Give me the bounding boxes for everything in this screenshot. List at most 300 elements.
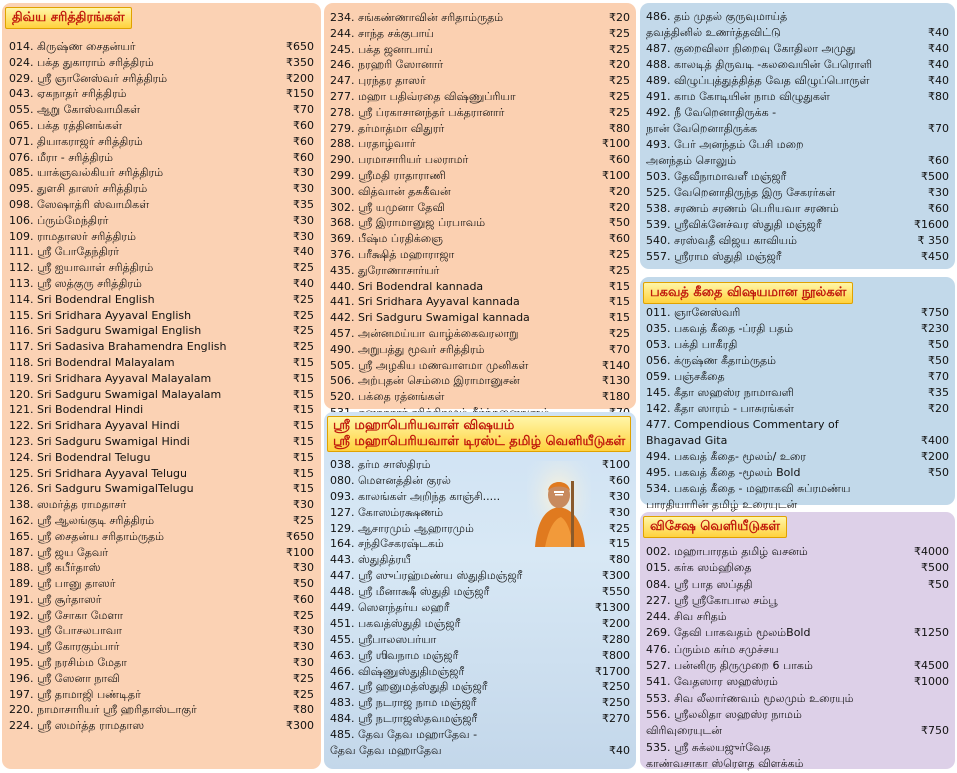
book-row: [330, 310, 630, 326]
book-price: ₹80: [609, 121, 630, 135]
book-row: [646, 465, 949, 481]
book-price: ₹200: [602, 616, 630, 630]
book-title: 162. ஸ்ரீ ஆலங்குடி சரித்திரம்: [9, 513, 155, 527]
book-title: விரிவுரையுடன்: [646, 724, 722, 738]
book-row: [9, 718, 314, 734]
book-price: ₹750: [921, 306, 949, 319]
book-price: ₹70: [609, 342, 630, 356]
book-row: [9, 102, 314, 118]
book-price: ₹500: [921, 170, 949, 183]
book-price: ₹30: [609, 505, 630, 519]
book-title: 122. Sri Sridhara Ayyaval Hindi: [9, 419, 180, 433]
book-title: 534. பகவத் கீதை - மஹாகவி சுப்ரமண்ய: [646, 482, 851, 495]
book-price: ₹130: [602, 374, 630, 388]
book-price: ₹100: [286, 545, 314, 559]
book-title: 111. ஸ்ரீ போதேந்திரர்: [9, 245, 120, 259]
book-row: [9, 197, 314, 213]
book-title: 188. ஸ்ரீ கபீர்தாஸ்: [9, 561, 101, 575]
book-title: 442. Sri Sadguru Swamigal kannada: [330, 311, 530, 325]
book-price: ₹70: [928, 370, 949, 383]
book-row: [646, 593, 949, 609]
book-price: ₹25: [609, 521, 630, 535]
book-title: 187. ஸ்ரீ ஜய தேவர்: [9, 545, 109, 559]
book-title: 299. ஸ்ரீமதி ராதாராணி: [330, 168, 446, 182]
book-row: [330, 727, 630, 743]
book-title: 463. ஸ்ரீ ஶிவநாம மஞ்ஜரீ: [330, 648, 459, 662]
book-row: [9, 529, 314, 545]
book-price: ₹20: [609, 11, 630, 24]
book-title: 492. நீ வேறெனாதிருக்க -: [646, 106, 777, 119]
book-price: ₹25: [293, 340, 314, 354]
book-title: 014. கிருஷ்ண சைதன்யர்: [9, 40, 136, 53]
book-row: [9, 687, 314, 703]
book-title: 279. தர்மாத்மா விதுரர்: [330, 121, 445, 135]
book-row: [646, 305, 949, 321]
book-price: ₹50: [293, 577, 314, 591]
book-row: [330, 10, 630, 26]
book-price: ₹250: [602, 680, 630, 694]
book-row: [330, 536, 630, 552]
book-price: ₹60: [293, 592, 314, 606]
book-title: 002. மஹாபாரதம் தமிழ் வசனம்: [646, 545, 808, 558]
book-row: [330, 568, 630, 584]
book-price: ₹15: [293, 371, 314, 385]
book-title: 505. ஸ்ரீ அழகிய மணவாளமா முனிகள்: [330, 358, 529, 372]
book-price: ₹15: [609, 295, 630, 309]
special-book-list: [646, 544, 949, 772]
book-row: [330, 89, 630, 105]
book-title: 164. சந்திசேகரஷ்டகம்: [330, 537, 444, 551]
book-title: 553. சிவ லீலார்ணவம் மூலமும் உரையும்: [646, 691, 854, 705]
book-row: [330, 373, 630, 389]
book-row: [646, 201, 949, 217]
book-price: ₹40: [609, 744, 630, 758]
book-title: 483. ஸ்ரீ நடராஜ நாம மஞ்ஜரீ: [330, 696, 477, 710]
book-row: [646, 674, 949, 690]
book-title: 278. ஸ்ரீ ப்ரகாசானந்தர் பக்தரானார்: [330, 105, 505, 119]
book-price: ₹30: [293, 182, 314, 196]
periyaval-continued-list: [646, 9, 949, 265]
book-title: 123. Sri Sadguru Swamigal Hindi: [9, 434, 190, 448]
book-row: [9, 513, 314, 529]
book-row: [646, 449, 949, 465]
book-price: ₹70: [928, 122, 949, 135]
book-row: [9, 355, 314, 371]
book-row: [646, 185, 949, 201]
book-price: ₹40: [928, 26, 949, 39]
book-title: 269. தேவி பாகவதம் மூலம்Bold: [646, 626, 811, 640]
book-row: [646, 577, 949, 593]
book-row: [9, 292, 314, 308]
book-title: 053. பக்தி பாகீரதி: [646, 338, 738, 351]
book-row: [9, 308, 314, 324]
book-title: 495. பகவத் கீதை -மூலம் Bold: [646, 466, 801, 479]
mahaperiyaval-panel: [324, 412, 636, 769]
book-row: [9, 655, 314, 671]
book-title: 071. தியாகராஜர் சரித்திரம்: [9, 134, 143, 148]
book-row: [646, 497, 949, 513]
book-price: ₹1700: [595, 664, 630, 678]
book-price: ₹35: [928, 386, 949, 399]
book-price: ₹25: [293, 513, 314, 527]
book-row: [330, 294, 630, 310]
book-row: [9, 150, 314, 166]
book-title: 485. தேவ தேவ மஹாதேவ -: [330, 728, 478, 742]
book-row: [646, 658, 949, 674]
book-row: [9, 497, 314, 513]
book-row: [646, 169, 949, 185]
book-row: [330, 664, 630, 680]
book-title: 142. கீதா ஸாரம் - பாசுரங்கள்: [646, 402, 794, 415]
book-price: ₹30: [293, 229, 314, 243]
book-row: [646, 756, 949, 772]
book-row: [646, 121, 949, 137]
book-row: [9, 181, 314, 197]
book-title: 490. அறுபத்து மூவர் சரித்திரம்: [330, 342, 485, 356]
book-title: 247. புரந்தர தாஸர்: [330, 74, 426, 88]
book-title: 506. அற்புதன் செம்மை இராமானுசன்: [330, 374, 520, 388]
book-row: [9, 118, 314, 134]
book-price: ₹ 350: [917, 234, 949, 247]
book-title: தவத்தினில் உணர்த்தவிட்டு: [646, 26, 781, 39]
book-title: 116. Sri Sadguru Swamigal English: [9, 324, 202, 338]
book-title: 435. துரோணாசார்யர்: [330, 263, 440, 277]
book-price: ₹25: [293, 671, 314, 685]
book-row: [646, 233, 949, 249]
book-row: [646, 57, 949, 73]
book-title: 195. ஸ்ரீ நரசிம்ம மேதா: [9, 656, 127, 670]
book-title: 127. கோஸம்ரக்ஷணம்: [330, 505, 444, 519]
book-price: ₹15: [293, 403, 314, 417]
book-title: 484. ஸ்ரீ நடராஜஸ்தவமஞ்ஜரீ: [330, 712, 478, 726]
book-title: 065. பக்த ரத்தினங்கள்: [9, 118, 122, 132]
book-price: ₹15: [609, 279, 630, 293]
book-title: 124. Sri Bodendral Telugu: [9, 450, 151, 464]
book-title: 556. ஸ்ரீலலிதா ஸஹஸ்ர நாமம்: [646, 707, 802, 721]
book-row: [646, 369, 949, 385]
gita-book-list: [646, 305, 949, 513]
book-title: தேவ தேவ மஹாதேவ: [330, 744, 442, 758]
book-row: [646, 321, 949, 337]
book-price: ₹25: [293, 261, 314, 275]
book-row: [330, 121, 630, 137]
book-title: 189. ஸ்ரீ பானு தாஸர்: [9, 577, 116, 591]
book-row: [330, 184, 630, 200]
book-price: ₹280: [602, 632, 630, 646]
book-price: ₹25: [293, 324, 314, 338]
book-row: [330, 389, 630, 405]
book-row: [9, 481, 314, 497]
book-price: ₹15: [609, 537, 630, 551]
book-row: [9, 371, 314, 387]
book-row: [646, 401, 949, 417]
book-price: ₹25: [609, 105, 630, 119]
book-title: 557. ஸ்ரீராம ஸ்துதி மஞ்ஜரீ: [646, 250, 782, 263]
book-row: [646, 544, 949, 560]
book-price: ₹80: [609, 553, 630, 567]
gita-section-title: பகவத் கீதை விஷயமான நூல்கள்: [643, 282, 853, 304]
book-price: ₹30: [293, 624, 314, 638]
book-row: [9, 450, 314, 466]
book-title: 440. Sri Bodendral kannada: [330, 279, 484, 293]
book-row: [330, 231, 630, 247]
book-title: 117. Sri Sadasiva Brahamendra English: [9, 340, 227, 354]
book-row: [9, 434, 314, 450]
book-title: 114. Sri Bodendral English: [9, 292, 155, 306]
book-title: 290. பரமாசாரியர் பலராமர்: [330, 153, 469, 167]
book-title: 126. Sri Sadguru SwamigalTelugu: [9, 482, 194, 496]
book-title: 145. கீதா ஸஹஸ்ர நாமாவளி: [646, 386, 794, 399]
book-title: 244. சாந்த சக்குபாய்: [330, 26, 434, 40]
book-price: ₹500: [921, 561, 949, 575]
book-row: [330, 552, 630, 568]
book-price: ₹200: [286, 71, 314, 85]
book-title: 138. ஸமர்த்த ராமதாசர்: [9, 498, 127, 512]
bhagavad-gita-panel: [640, 277, 955, 511]
book-price: ₹40: [293, 245, 314, 259]
book-title: 457. அன்னமய்யா வாழ்க்கைவரலாறு: [330, 326, 519, 340]
book-row: [9, 402, 314, 418]
book-title: 093. காலங்கள் அறிந்த காஞ்சி.....: [330, 489, 501, 503]
book-title: 234. சங்கண்ணாவின் சரிதாம்ருதம்: [330, 11, 504, 24]
book-price: ₹20: [928, 402, 949, 415]
book-price: ₹350: [286, 55, 314, 69]
book-title: 246. நரஹரி ஸோனார்: [330, 58, 444, 72]
book-price: ₹750: [921, 724, 949, 738]
book-title: 455. ஸ்ரீபாலஸபர்யா: [330, 632, 437, 646]
book-price: ₹25: [609, 263, 630, 277]
book-price: ₹50: [928, 338, 949, 351]
book-row: [330, 358, 630, 374]
book-title: 112. ஸ்ரீ ஐயாவாள் சரித்திரம்: [9, 261, 154, 275]
book-price: ₹15: [609, 311, 630, 325]
book-row: [646, 642, 949, 658]
book-title: 109. ராமதாஸர் சரித்திரம்: [9, 229, 136, 243]
book-title: 369. பீஷ்ம ப்ரதிக்ஞை: [330, 232, 443, 246]
book-title: 245. பக்த ஜனாபாய்: [330, 42, 433, 56]
book-price: ₹25: [609, 326, 630, 340]
book-price: ₹1000: [914, 675, 949, 689]
book-row: [330, 57, 630, 73]
book-price: ₹15: [293, 419, 314, 433]
book-row: [646, 337, 949, 353]
book-price: ₹60: [928, 154, 949, 167]
book-price: ₹650: [286, 40, 314, 53]
book-title: 288. பரதாழ்வார்: [330, 137, 416, 151]
book-title: 095. துளசி தாஸர் சரித்திரம்: [9, 182, 148, 196]
book-price: ₹150: [286, 87, 314, 101]
book-price: ₹1600: [914, 218, 949, 231]
book-title: 196. ஸ்ரீ ஸேனா நாவி: [9, 671, 120, 685]
book-row: [646, 691, 949, 707]
book-price: ₹25: [293, 608, 314, 622]
book-title: 538. சரணம் சரணம் பெரியவா சரணம்: [646, 202, 839, 215]
book-price: ₹450: [921, 250, 949, 263]
book-row: [646, 609, 949, 625]
book-price: ₹40: [928, 42, 949, 55]
book-title: 443. ஸ்துதித்ரயீ: [330, 553, 411, 567]
book-title: 119. Sri Sridhara Ayyaval Malayalam: [9, 371, 212, 385]
book-row: [9, 560, 314, 576]
book-row: [646, 9, 949, 25]
book-price: ₹200: [921, 450, 949, 463]
book-title: 539. ஸ்ரீவிக்னேச்வர ஸ்துதி மஞ்ஜரீ: [646, 218, 822, 231]
book-row: [9, 71, 314, 87]
book-row: [646, 417, 949, 433]
book-title: 491. காம கோடியின் நாம விழுதுகள்: [646, 90, 830, 103]
book-row: [9, 39, 314, 55]
book-row: [9, 276, 314, 292]
book-price: ₹250: [602, 696, 630, 710]
special-publications-panel: [640, 512, 955, 769]
book-title: 059. பஞ்சகீதை: [646, 370, 725, 383]
book-price: ₹800: [602, 648, 630, 662]
book-price: ₹40: [293, 276, 314, 290]
book-price: ₹30: [293, 213, 314, 227]
book-row: [646, 249, 949, 265]
book-price: ₹25: [293, 292, 314, 306]
book-title: 467. ஸ்ரீ ஹனுமத்ஸ்துதி மஞ்ஜரீ: [330, 680, 488, 694]
book-row: [330, 26, 630, 42]
book-title: 449. ஸௌந்தர்ய லஹரீ: [330, 601, 450, 615]
book-row: [646, 481, 949, 497]
book-row: [330, 632, 630, 648]
book-row: [646, 740, 949, 756]
book-row: [330, 215, 630, 231]
book-row: [646, 625, 949, 641]
book-row: [9, 702, 314, 718]
book-title: 535. ஸ்ரீ சுக்லயஜுர்வேத: [646, 740, 771, 754]
book-title: 024. பக்த துகாராம் சரித்திரம்: [9, 55, 154, 69]
book-row: [9, 545, 314, 561]
book-title: Bhagavad Gita: [646, 434, 728, 447]
book-row: [9, 639, 314, 655]
book-price: ₹30: [293, 656, 314, 670]
book-title: 224. ஸ்ரீ ஸமர்த்த ராமதாஸ: [9, 719, 145, 733]
book-row: [330, 473, 630, 489]
book-price: ₹60: [609, 153, 630, 167]
charitram-continued-panel: [324, 3, 636, 409]
book-title: 011. ஞானேஸ்வரி: [646, 306, 741, 319]
book-title: 121. Sri Bodendral Hindi: [9, 403, 144, 417]
book-price: ₹25: [609, 74, 630, 88]
book-price: ₹20: [609, 184, 630, 198]
divya-charitram-panel: [2, 3, 321, 769]
book-row: [330, 342, 630, 358]
book-row: [330, 505, 630, 521]
book-row: [330, 152, 630, 168]
book-price: ₹60: [293, 134, 314, 148]
book-row: [646, 707, 949, 723]
book-title: 227. ஸ்ரீ ஸ்ரீகோபால சம்பூ: [646, 593, 778, 607]
book-row: [646, 153, 949, 169]
book-title: 113. ஸ்ரீ ஸத்குரு சரித்திரம்: [9, 276, 142, 290]
book-price: ₹60: [293, 150, 314, 164]
book-price: ₹30: [928, 186, 949, 199]
book-title: 191. ஸ்ரீ சூர்தாஸர்: [9, 592, 102, 606]
book-row: [9, 165, 314, 181]
book-row: [9, 134, 314, 150]
book-price: ₹4500: [914, 659, 949, 673]
book-row: [646, 105, 949, 121]
book-title: 193. ஸ்ரீ போசலபாவா: [9, 624, 122, 638]
book-title: 486. தம் முதல் குருவுமாய்த்: [646, 10, 788, 23]
book-row: [330, 200, 630, 216]
book-price: ₹30: [293, 561, 314, 575]
book-row: [9, 418, 314, 434]
book-price: ₹550: [602, 585, 630, 599]
book-price: ₹60: [609, 232, 630, 246]
divya-book-list: [9, 39, 314, 734]
book-row: [646, 137, 949, 153]
book-price: ₹270: [602, 712, 630, 726]
periyaval-continued-panel: [640, 3, 955, 269]
book-title: 084. ஸ்ரீ பாத ஸப்ததி: [646, 577, 753, 591]
book-title: 015. கர்க ஸம்ஹிதை: [646, 561, 752, 575]
book-price: ₹25: [609, 89, 630, 103]
book-price: ₹30: [609, 489, 630, 503]
book-price: ₹50: [928, 354, 949, 367]
book-title: 197. ஸ்ரீ தாமாஜி பண்டிதர்: [9, 687, 141, 701]
book-title: 476. ப்ரும்ம கர்ம சமுச்சய: [646, 642, 779, 656]
book-title: பாரதியாரின் தமிழ் உரையுடன்: [646, 498, 798, 511]
book-row: [646, 433, 949, 449]
book-price: ₹60: [928, 202, 949, 215]
book-title: 038. தர்ம சாஸ்திரம்: [330, 458, 431, 471]
book-row: [9, 608, 314, 624]
book-price: ₹20: [609, 58, 630, 72]
book-price: ₹15: [293, 434, 314, 448]
book-title: 527. பன்னிரு திருமுறை 6 பாகம்: [646, 659, 813, 673]
book-row: [9, 323, 314, 339]
book-price: ₹30: [293, 166, 314, 180]
book-row: [330, 584, 630, 600]
book-price: ₹400: [921, 434, 949, 447]
book-price: ₹60: [293, 118, 314, 132]
book-price: ₹15: [293, 387, 314, 401]
book-row: [9, 244, 314, 260]
book-row: [9, 576, 314, 592]
book-row: [9, 86, 314, 102]
book-title: 494. பகவத் கீதை- மூலம்/ உரை: [646, 450, 806, 463]
mahaperiyaval-title-line2: ஸ்ரீ மஹாபெரியவாள் டிரஸ்ட் தமிழ் வெளியீடுகள்: [333, 434, 626, 449]
book-row: [330, 42, 630, 58]
book-title: 277. மஹா பதிவ்ரதை விஷ்ணுப்ரியா: [330, 89, 516, 103]
book-price: ₹25: [609, 26, 630, 40]
book-price: ₹15: [293, 355, 314, 369]
book-price: ₹1250: [914, 626, 949, 640]
book-row: [330, 247, 630, 263]
book-row: [646, 353, 949, 369]
book-price: ₹60: [609, 473, 630, 487]
book-title: காண்வசாகா ஸ்ரௌத விளக்கம்: [646, 756, 804, 770]
book-row: [9, 623, 314, 639]
book-price: ₹100: [602, 458, 630, 471]
book-price: ₹40: [928, 74, 949, 87]
book-title: 192. ஸ்ரீ சோகா மேளா: [9, 608, 124, 622]
mahaperiyaval-book-list: [330, 457, 630, 759]
book-title: 466. விஷ்ணுஸ்துதிமஞ்ஜரீ: [330, 664, 465, 678]
book-price: ₹180: [602, 390, 630, 404]
book-row: [330, 136, 630, 152]
book-title: 368. ஸ்ரீ இராமானுஜ ப்ரபாவம்: [330, 216, 486, 230]
book-title: 220. நாமாசாரியர் ஸ்ரீ ஹரிதாஸ்டாகுர்: [9, 703, 197, 717]
book-title: 076. மீரா - சரித்திரம்: [9, 150, 113, 164]
book-price: ₹300: [286, 719, 314, 733]
book-price: ₹650: [286, 529, 314, 543]
book-row: [330, 600, 630, 616]
book-title: 451. பகவத்ஸ்துதி மஞ்ஜரீ: [330, 616, 461, 630]
